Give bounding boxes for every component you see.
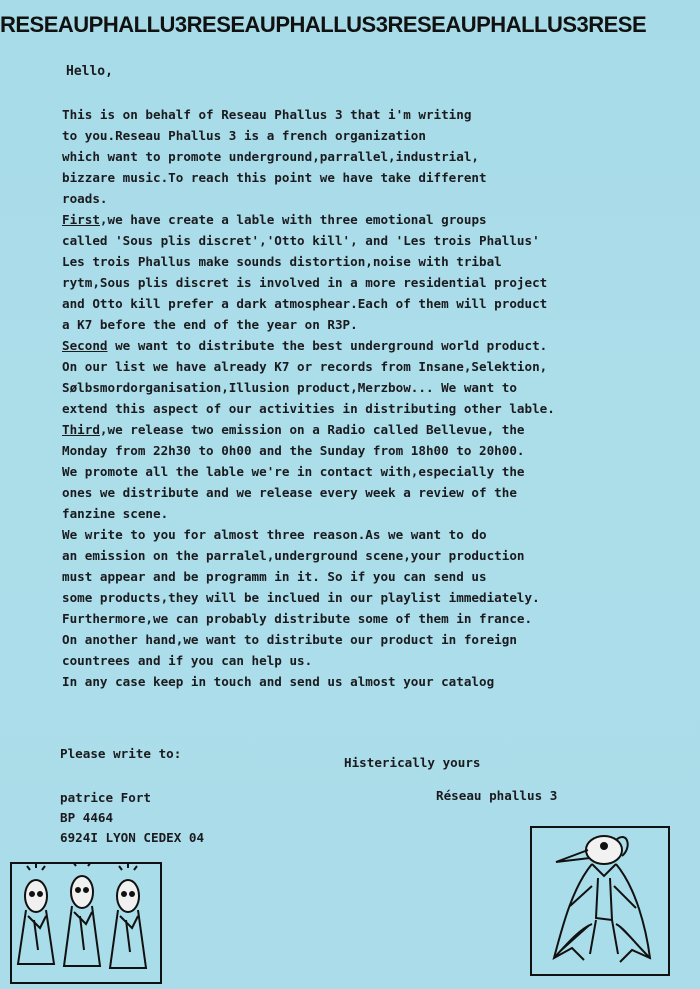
text-line: to you.Reseau Phallus 3 is a french organization — [62, 128, 426, 143]
text-line: a K7 before the end of the year on R3P. — [62, 317, 358, 332]
second-label: Second — [62, 338, 108, 353]
address-line: 6924I LYON CEDEX 04 — [60, 830, 205, 845]
text-line: In any case keep in touch and send us almost your catalog — [62, 674, 495, 689]
figure-1 — [18, 864, 54, 964]
paragraph-second — [62, 335, 642, 419]
sign-off: Histerically yours — [344, 755, 481, 770]
text-line — [62, 209, 642, 230]
bird-figure-icon — [530, 826, 670, 976]
figure-3 — [110, 864, 146, 968]
text-line: We write to you for almost three reason.As we want to do — [62, 527, 487, 542]
text-line — [62, 419, 642, 440]
first-label: First — [62, 212, 100, 227]
text-line: fanzine scene. — [62, 506, 169, 521]
three-figures-icon — [10, 862, 162, 984]
text-line: which want to promote underground,parrallel,industrial, — [62, 149, 480, 164]
bird-figure-drawing — [532, 828, 668, 974]
text-line: roads. — [62, 191, 108, 206]
text-line: called 'Sous plis discret','Otto kill', and 'Les trois Phallus' — [62, 233, 540, 248]
text-segment: we want to distribute the best underground world product. — [107, 338, 548, 353]
address-line: patrice Fort — [60, 790, 151, 805]
address-line: BP 4464 — [60, 810, 114, 825]
text-line — [62, 335, 642, 356]
text-segment: ,we have create a lable with three emotional groups — [99, 212, 487, 227]
text-line: We promote all the lable we're in contact with,especially the — [62, 464, 525, 479]
text-segment: ,we release two emission on a Radio called Bellevue, the — [99, 422, 525, 437]
text-line: countrees and if you can help us. — [62, 653, 313, 668]
write-to-label: Please write to: — [60, 746, 182, 761]
text-line: This is on behalf of Reseau Phallus 3 that i'm writing — [62, 107, 472, 122]
banner-header: RESEAUPHALLU3RESEAUPHALLUS3RESEAUPHALLUS3RESE — [0, 12, 647, 37]
text-line: must appear and be programm in it. So if you can send us — [62, 569, 487, 584]
text-line: an emission on the parralel,underground scene,your production — [62, 548, 525, 563]
paragraph-closing — [62, 524, 642, 692]
text-line: some products,they will be inclued in our playlist immediately. — [62, 590, 540, 605]
text-line: Les trois Phallus make sounds distortion,noise with tribal — [62, 254, 502, 269]
paragraph-third — [62, 419, 642, 524]
text-line: On our list we have already K7 or records from Insane,Selektion, — [62, 359, 548, 374]
text-line: On another hand,we want to distribute our product in foreign — [62, 632, 517, 647]
text-line: Sølbsmordorganisation,Illusion product,Merzbow... We want to — [62, 380, 517, 395]
letter-body — [62, 104, 642, 692]
greeting: Hello, — [66, 64, 113, 79]
text-line: and Otto kill prefer a dark atmosphear.Each of them will product — [62, 296, 548, 311]
text-line: Furthermore,we can probably distribute some of them in france. — [62, 611, 533, 626]
text-line: rytm,Sous plis discret is involved in a more residential project — [62, 275, 548, 290]
mailing-address — [60, 788, 204, 848]
text-line: extend this aspect of our activities in distributing other lable. — [62, 401, 555, 416]
paragraph-first — [62, 209, 642, 335]
figure-2 — [64, 864, 100, 966]
text-line: bizzare music.To reach this point we have take different — [62, 170, 487, 185]
text-line: Monday from 22h30 to 0h00 and the Sunday from 18h00 to 20h00. — [62, 443, 525, 458]
text-line: ones we distribute and we release every week a review of the — [62, 485, 517, 500]
third-label: Third — [62, 422, 100, 437]
signature: Réseau phallus 3 — [436, 788, 558, 803]
paragraph-intro — [62, 104, 642, 209]
three-figures-drawing — [12, 864, 160, 982]
